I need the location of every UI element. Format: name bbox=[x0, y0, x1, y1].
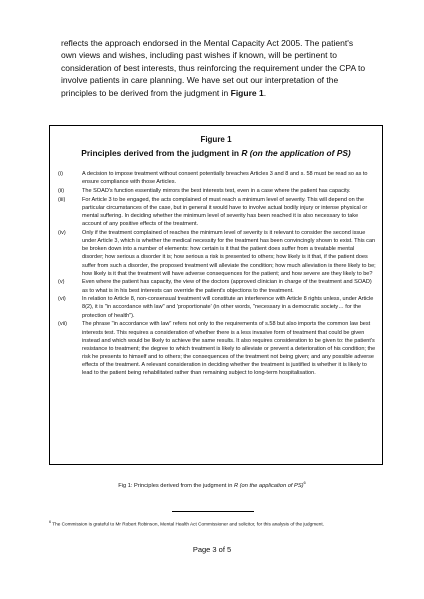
footnote-number: 6 bbox=[49, 520, 51, 524]
footnote bbox=[49, 519, 369, 528]
item-number: (i) bbox=[58, 171, 63, 177]
list-item bbox=[58, 170, 376, 186]
list-item bbox=[58, 320, 376, 377]
intro-line-end: . bbox=[263, 87, 267, 98]
intro-line: principles to be derived from the judgment in bbox=[61, 87, 231, 98]
case-name: R (on the application of PS) bbox=[241, 148, 351, 158]
item-number: (v) bbox=[58, 279, 65, 286]
item-text: A decision to impose treatment without consent potentially breaches Articles 3 and 8 and s. 58 must be read so as to ensure compliance with those Articles. bbox=[82, 171, 368, 186]
caption-text: Fig 1: Principles derived from the judgment in bbox=[118, 482, 234, 489]
item-text: For Article 3 to be engaged, the acts complained of must reach a minimum level of severity. This will depend on the particular circumstances of the case, but in general it would have to involve actual bodily injury or intense physical or mental suffering. In deciding whether the minimum level of severity has been reached it is also necessary to take account of any positive effects of the treatment. bbox=[82, 196, 368, 228]
item-number: (ii) bbox=[58, 187, 65, 194]
item-number: (iv) bbox=[58, 229, 66, 236]
list-item bbox=[58, 295, 376, 319]
footnote-marker: 6 bbox=[303, 480, 306, 485]
intro-line: reflects the approach endorsed in the Mental Capacity Act 2005. The patient's bbox=[61, 38, 354, 48]
item-text: The SOAD's function essentially mirrors the best interests test, even in a case where the patient has capacity. bbox=[82, 187, 351, 194]
item-text: In relation to Article 8, non-consensual treatment will constitute an interference with Article 8 rights unless, under Article 8(2), it is "in accordance with law" and 'proportionate' (in other words, "necessary in a democratic society… for the protection of health"). bbox=[82, 296, 374, 319]
list-item bbox=[58, 187, 376, 195]
principles-list bbox=[58, 170, 376, 378]
footnote-divider bbox=[172, 511, 254, 512]
figure-box bbox=[49, 125, 383, 465]
footnote-text: The Commission is grateful to Mr Robert Robinson, Mental Health Act Commissioner and solicitor, for this analysis of the judgment. bbox=[51, 521, 324, 527]
page-number: Page 3 of 5 bbox=[192, 545, 232, 554]
intro-line: consideration of best interests, thus reinforcing the requirement under the CPA to bbox=[61, 62, 366, 73]
list-item bbox=[58, 229, 376, 278]
item-text: The phrase "in accordance with law" refers not only to the requirements of s.58 but also imports the common law best interests test. This requires a consideration of whether there is a less invasive form of treatment that could be given instead and which would be likely to achieve the same results. It also requires consideration to be given to: the patient's resistance to treatment; the degree to which treatment is likely to alleviate or prevent a deterioration of his condition; the risk he presents to himself and to others; the consequences of the treatment not being given; and any possible adverse effects of the treatment. A relevant consideration in deciding whether the treatment is justified is whether it is likely to lead to the patient being rehabilitated rather than remaining subject to long-term hospitalisation. bbox=[82, 321, 376, 377]
figure-caption bbox=[0, 480, 424, 489]
intro-line: involve patients in care planning. We have set out our interpretation of the bbox=[61, 75, 339, 86]
list-item bbox=[58, 196, 376, 229]
item-number: (vi) bbox=[58, 296, 66, 303]
item-number: (vii) bbox=[58, 321, 67, 328]
item-text: Even where the patient has capacity, the view of the doctors (approved clinician in charge of the treatment and SOAD) as to what is in his best interests can override the patient's objections to the treatment. bbox=[82, 279, 372, 294]
figure-reference: Figure 1 bbox=[230, 87, 264, 98]
intro-paragraph bbox=[61, 37, 367, 99]
intro-line: own views and wishes, including past wishes if known, will be pertinent to bbox=[61, 50, 337, 61]
list-item bbox=[58, 278, 376, 294]
caption-case-name: R (on the application of PS) bbox=[233, 482, 304, 489]
figure-title bbox=[50, 148, 382, 158]
figure-title-text: Principles derived from the judgment in bbox=[81, 148, 242, 158]
item-number: (iii) bbox=[58, 196, 66, 203]
item-text: Only if the treatment complained of reaches the minimum level of severity is it relevant to consider the second issue under Article 3, which is whether the medical necessity for the treatment has been convincingly shown to exist. This can be broken down into a number of elements: how certain is it that the patient does suffer from a treatable mental disorder; how serious a disorder it is; how serious a risk is presented to others; how likely is it that, if the patient does suffer from such a disorder, the proposed treatment will alleviate the condition; how much alleviation is there likely to be; how likely is it that the treatment will have adverse consequences for the patient; and how severe are they likely to be? bbox=[82, 229, 376, 277]
figure-label: Figure 1 bbox=[200, 135, 232, 144]
